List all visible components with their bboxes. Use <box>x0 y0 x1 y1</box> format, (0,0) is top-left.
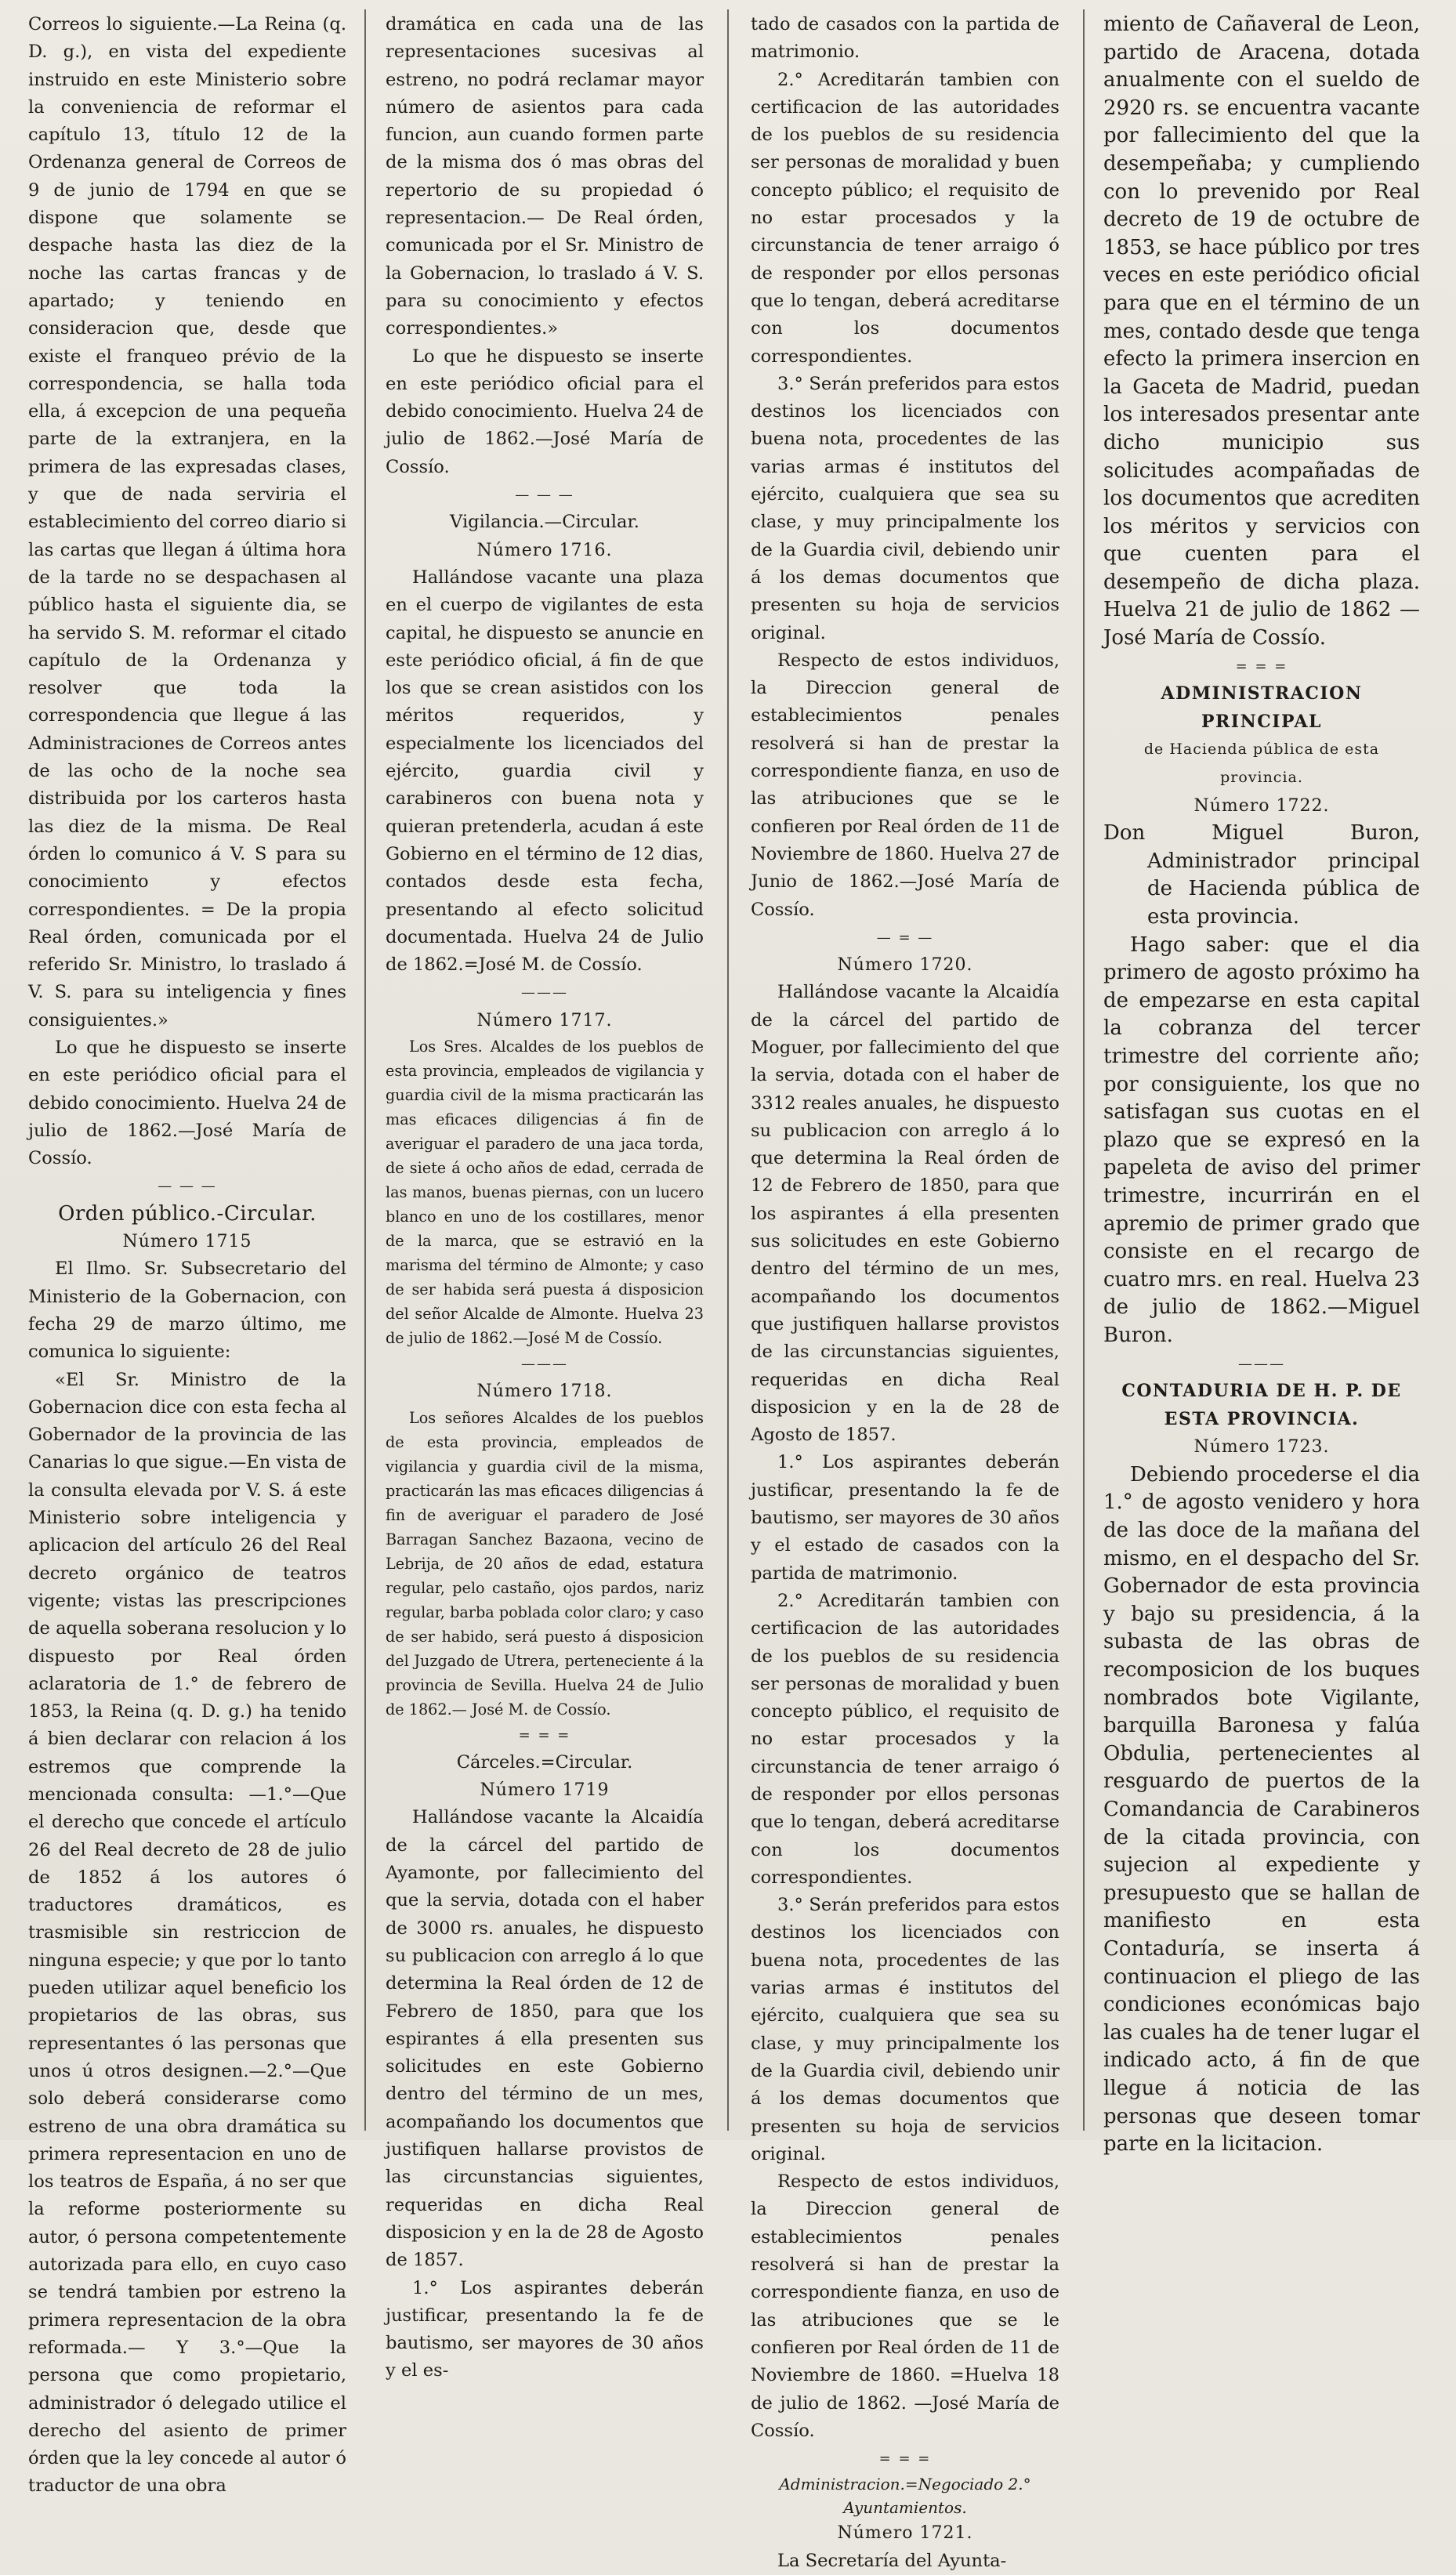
column-3 <box>751 11 1059 2571</box>
signatory-line: Don Miguel Buron, Administrador principal de Hacienda pública de esta provincia. <box>1103 821 1420 929</box>
notice-number: Número 1718. <box>476 1382 613 1402</box>
paragraph: Hallándose vacante la Alcaidía de la cárcel del partido de Ayamonte, por fallecimiento del que la servia, dotada con el haber de 3000 rs. anuales, he dispuesto su publicacion con arreglo á lo que determina la Real órden de 12 de Febrero de 1850, para que los espirantes á ella presenten sus solicitudes en este Gobierno dentro del término de un mes, acompañando los documentos que justifiquen hallarse provistos de las circunstancias siguientes, requeridas en dicha Real disposicion y en la de 28 de Agosto de 1857. <box>386 1807 704 2271</box>
paragraph: Debiendo procederse el dia 1.° de agosto venidero y hora de las doce de la mañana del mismo, en el despacho del Sr. Gobernador de esta provincia y bajo su presidencia, á la subasta de las obras de recomposicion de los buques nombrados bote Vigilante, barquilla Baronesa y falúa Obdulia, pertenecientes al resguardo de puertos de la Comandancia de Carabineros de la citada provincia, con sujecion al expediente y presupuesto que se hallan de manifiesto en esta Contaduría, se inserta á continuacion el pliego de las condiciones económicas bajo las cuales ha de tener lugar el indicado acto, á fin de que llegue á noticia de las personas que deseen tomar parte en la licitacion. <box>1103 1462 1420 2157</box>
office-heading: ADMINISTRACION PRINCIPAL <box>1161 683 1363 732</box>
notice-number: Número 1717. <box>476 1010 613 1030</box>
paragraph: 1.° Los aspirantes deberán justificar, presentando la fe de bautismo, ser mayores de 30 años y el es- <box>386 2277 704 2381</box>
paragraph: Lo que he dispuesto se inserte en este periódico oficial para el debido conocimiento. Huelva 24 de julio de 1862.—José María de Cossío. <box>386 346 704 477</box>
office-heading: CONTADURIA DE H. P. DE ESTA PROVINCIA. <box>1121 1381 1402 1429</box>
office-subheading: de Hacienda pública de esta provincia. <box>1143 741 1380 787</box>
separator: — = — <box>876 929 934 946</box>
notice-paragraph: Los Sres. Alcaldes de los pueblos de esta provincia, empleados de vigilancia y guardia civil de la misma practicarán las mas eficaces diligencias á fin de averiguar el paradero de una jaca torda, de siete á ocho años de edad, cerrada de las manos, buenas piernas, con un lucero blanco en uno de los costillares, menor de la marca, que se estravió en la marisma del término de Almonte; y caso de ser habida será puesta á disposicion del señor Alcalde de Almonte. Huelva 23 de julio de 1862.—José M de Cossío. <box>386 1037 704 1347</box>
paragraph: 3.° Serán preferidos para estos destinos los licenciados con buena nota, procedentes de las varias armas é institutos del ejército, cualquiera que sea su clase, y muy principalmente los de la Guardia civil, debiendo unir á los demas documentos que presenten su hoja de servicios original. <box>751 1895 1059 2164</box>
notice-number: Número 1722. <box>1193 795 1330 816</box>
column-rule-1 <box>364 9 366 2131</box>
notice-number: Número 1723. <box>1193 1437 1330 1458</box>
notice-number: Número 1716. <box>476 540 613 560</box>
paragraph: 2.° Acreditarán tambien con certificacion de las autoridades de los pueblos de su residencia ser personas de moralidad y buen concepto público; el requisito de no estar procesados y la circunstancia de tener arraigo ó de responder por ellos personas que lo tengan, deberá acreditarse con los documentos correspondientes. <box>751 69 1059 367</box>
separator: = = = <box>878 2450 932 2468</box>
section-heading: Vigilancia.—Circular. <box>450 512 639 533</box>
separator: ——— <box>1238 1355 1285 1372</box>
column-1 <box>28 11 346 2497</box>
separator: = = = <box>1235 657 1288 675</box>
paragraph: dramática en cada una de las representaciones sucesivas al estreno, no podrá reclamar mayor número de asientos para cada funcion, aun cuando formen parte de la misma dos ó mas obras del repertorio de su propiedad ó representacion.— De Real órden, comunicada por el Sr. Ministro de la Gobernacion, lo traslado á V. S. para su conocimiento y efectos correspondientes.» <box>386 14 704 339</box>
paragraph: 3.° Serán preferidos para estos destinos los licenciados con buena nota, procedentes de las varias armas é institutos del ejército, cualquiera que sea su clase, y muy principalmente los de la Guardia civil, debiendo unir á los demas documentos que presenten su hoja de servicios original. <box>751 373 1059 643</box>
paragraph: Correos lo siguiente.—La Reina (q. D. g.), en vista del expediente instruido en este Ministerio sobre la conveniencia de reformar el capítulo 13, título 12 de la Ordenanza general de Correos de 9 de junio de 1794 en que se dispone que solamente se despache hasta las diez de la noche las cartas francas y de apartado; y teniendo en consideracion que, desde que existe el franqueo prévio de la correspondencia, se halla toda ella, á excepcion de una pequeña parte de la extranjera, en la primera de las expresadas clases, y que de nada serviria el establecimiento del correo diario si las cartas que llegan á última hora de la tarde no se despachasen al público hasta el siguiente dia, se ha servido S. M. reformar el citado capítulo de la Ordenanza y resolver que toda la correspondencia que llegue á las Administraciones de Correos antes de las ocho de la noche sea distribuida por los carteros hasta las diez de la misma. De Real órden lo comunico á V. S para su conocimiento y efectos correspondientes. = De la propia Real órden, comunicada por el referido Sr. Ministro, lo traslado á V. S. para su inteligencia y fines consiguientes.» <box>28 14 346 1030</box>
section-heading: Orden público.-Circular. <box>58 1201 317 1226</box>
paragraph: Hallándose vacante la Alcaidía de la cárcel del partido de Moguer, por fallecimiento del que la servia, dotada con el haber de 3312 reales anuales, he dispuesto su publicacion con arreglo á lo que determina la Real órden de 12 de Febrero de 1850, para que los aspirantes á ella presenten sus solicitudes en este Gobierno dentro del término de un mes, acompañando los documentos que justifiquen hallarse provistos de las circunstancias siguientes, requeridas en dicha Real disposicion y en la de 28 de Agosto de 1857. <box>751 982 1059 1446</box>
separator: ——— <box>521 1355 568 1372</box>
paragraph: 2.° Acreditarán tambien con certificacion de las autoridades de los pueblos de su residencia ser personas de moralidad y buen concepto público, el requisito de no estar procesados y la circunstancia de tener arraigo ó de responder por ellos personas que lo tengan, deberá acreditarse con los documentos correspondientes. <box>751 1590 1059 1888</box>
separator: — — — <box>515 487 574 504</box>
paragraph: La Secretaría del Ayunta- <box>777 2550 1007 2571</box>
paragraph: «El Sr. Ministro de la Gobernacion dice con esta fecha al Gobernador de la provincia de las Canarias lo que sigue.—En vista de la consulta elevada por V. S. á este Ministerio sobre inteligencia y aplicacion del artículo 26 del Real decreto orgánico de teatros vigente; vistas las prescripciones de aquella soberana resolucion y lo dispuesto por Real órden aclaratoria de 1.° de febrero de 1853, la Reina (q. D. g.) ha tenido á bien declarar con relacion á los estremos que comprende la mencionada consulta: —1.°—Que el derecho que concede el artículo 26 del Real decreto de 28 de julio de 1852 á los autores ó traductores dramáticos, es trasmisible sin restriccion de ninguna especie; y que por lo tanto pueden utilizar aquel beneficio los propietarios de las obras, sus representantes ó las personas que unos ú otros designen.—2.°—Que solo deberá considerarse como estreno de una obra dramática su primera representacion en uno de los teatros de España, á no ser que la reforme posteriormente su autor, ó persona competentemente autorizada para ello, en cuyo caso se tendrá tambien por estreno la primera representacion de la obra reformada.— Y 3.°—Que la persona que como propietario, administrador ó delegado utilice el derecho del asiento de primer órden que la ley concede al autor ó traductor de una obra <box>28 1369 346 2497</box>
paragraph: Lo que he dispuesto se inserte en este periódico oficial para el debido conocimiento. Huelva 24 de julio de 1862.—José María de Cossío. <box>28 1037 346 1169</box>
paragraph: Hallándose vacante una plaza en el cuerpo de vigilantes de esta capital, he dispuesto se anuncie en este periódico oficial, á fin de que los que se crean asistidos con los méritos requeridos, y especialmente los licenciados del ejército, guardia civil y carabineros con buena nota y quieran pretenderla, acudan á este Gobierno en el término de 12 dias, contados desde esta fecha, presentando al efecto solicitud documentada. Huelva 24 de Julio de 1862.=José M. de Cossío. <box>386 567 704 976</box>
column-4 <box>1103 11 1420 2157</box>
separator: = = = <box>518 1726 571 1744</box>
notice-number: Número 1720. <box>837 955 973 976</box>
separator: ——— <box>521 984 568 1001</box>
column-2 <box>386 11 704 2381</box>
paragraph: 1.° Los aspirantes deberán justificar, presentando la fe de bautismo, ser mayores de 30 años y el estado de casados con la partida de matrimonio. <box>751 1452 1059 1584</box>
section-heading: Cárceles.=Circular. <box>456 1751 633 1773</box>
paragraph: Respecto de estos individuos, la Direccion general de establecimientos penales resolverá si han de prestar la correspondiente fianza, en uso de las atribuciones que se le confieren por Real órden de 11 de Noviembre de 1860. Huelva 27 de Junio de 1862.—José María de Cossío. <box>751 650 1059 920</box>
column-rule-3 <box>1083 9 1085 2131</box>
paragraph: Respecto de estos individuos, la Direccion general de establecimientos penales resolverá si han de prestar la correspondiente fianza, en uso de las atribuciones que se le confieren por Real órden de 11 de Noviembre de 1860. =Huelva 18 de julio de 1862. —José María de Cossío. <box>751 2171 1059 2441</box>
section-heading: Administracion.=Negociado 2.° Ayuntamientos. <box>779 2475 1031 2518</box>
paragraph: Hago saber: que el dia primero de agosto próximo ha de empezarse en esta capital la cobranza del tercer trimestre del corriente año; por consiguiente, los que no satisfagan sus cuotas en el plazo que se expresó en la papeleta de aviso del primer trimestre, incurrirán en el apremio de primer grado que consiste en el recargo de cuatro mrs. en real. Huelva 23 de julio de 1862.—Miguel Buron. <box>1103 933 1420 1347</box>
paragraph: miento de Cañaveral de Leon, partido de Aracena, dotada anualmente con el sueldo de 2920 rs. se encuentra vacante por fallecimiento del que la desempeñaba; y cumpliendo con lo prevenido por Real decreto de 19 de octubre de 1853, se hace público por tres veces en este periódico oficial para que en el término de un mes, contado desde que tenga efecto la primera insercion en la Gaceta de Madrid, puedan los interesados presentar ante dicho municipio sus solicitudes acompañadas de los documentos que acrediten los méritos y servicios con que cuenten para el desempeño de dicha plaza. Huelva 21 de julio de 1862 —José María de Cossío. <box>1103 13 1420 650</box>
notice-number: Número 1719 <box>480 1780 610 1801</box>
separator: — — — <box>158 1178 217 1195</box>
notice-number: Número 1715 <box>122 1232 252 1252</box>
notice-number: Número 1721. <box>837 2523 973 2544</box>
paragraph: El Ilmo. Sr. Subsecretario del Ministerio de la Gobernacion, con fecha 29 de marzo último, me comunica lo siguiente: <box>28 1259 346 1363</box>
column-rule-2 <box>727 9 729 2131</box>
paragraph: tado de casados con la partida de matrimonio. <box>751 14 1059 63</box>
notice-paragraph: Los señores Alcaldes de los pueblos de esta provincia, empleados de vigilancia y guardia civil de la misma, practicarán las mas eficaces diligencias á fin de averiguar el paradero de José Barragan Sanchez Bazaona, vecino de Lebrija, de 20 años de edad, estatura regular, pelo castaño, ojos pardos, nariz regular, barba poblada color claro; y caso de ser habido, será puesto á disposicion del Juzgado de Utrera, perteneciente á la provincia de Sevilla. Huelva 24 de Julio de 1862.— José M. de Cossío. <box>386 1408 704 1718</box>
